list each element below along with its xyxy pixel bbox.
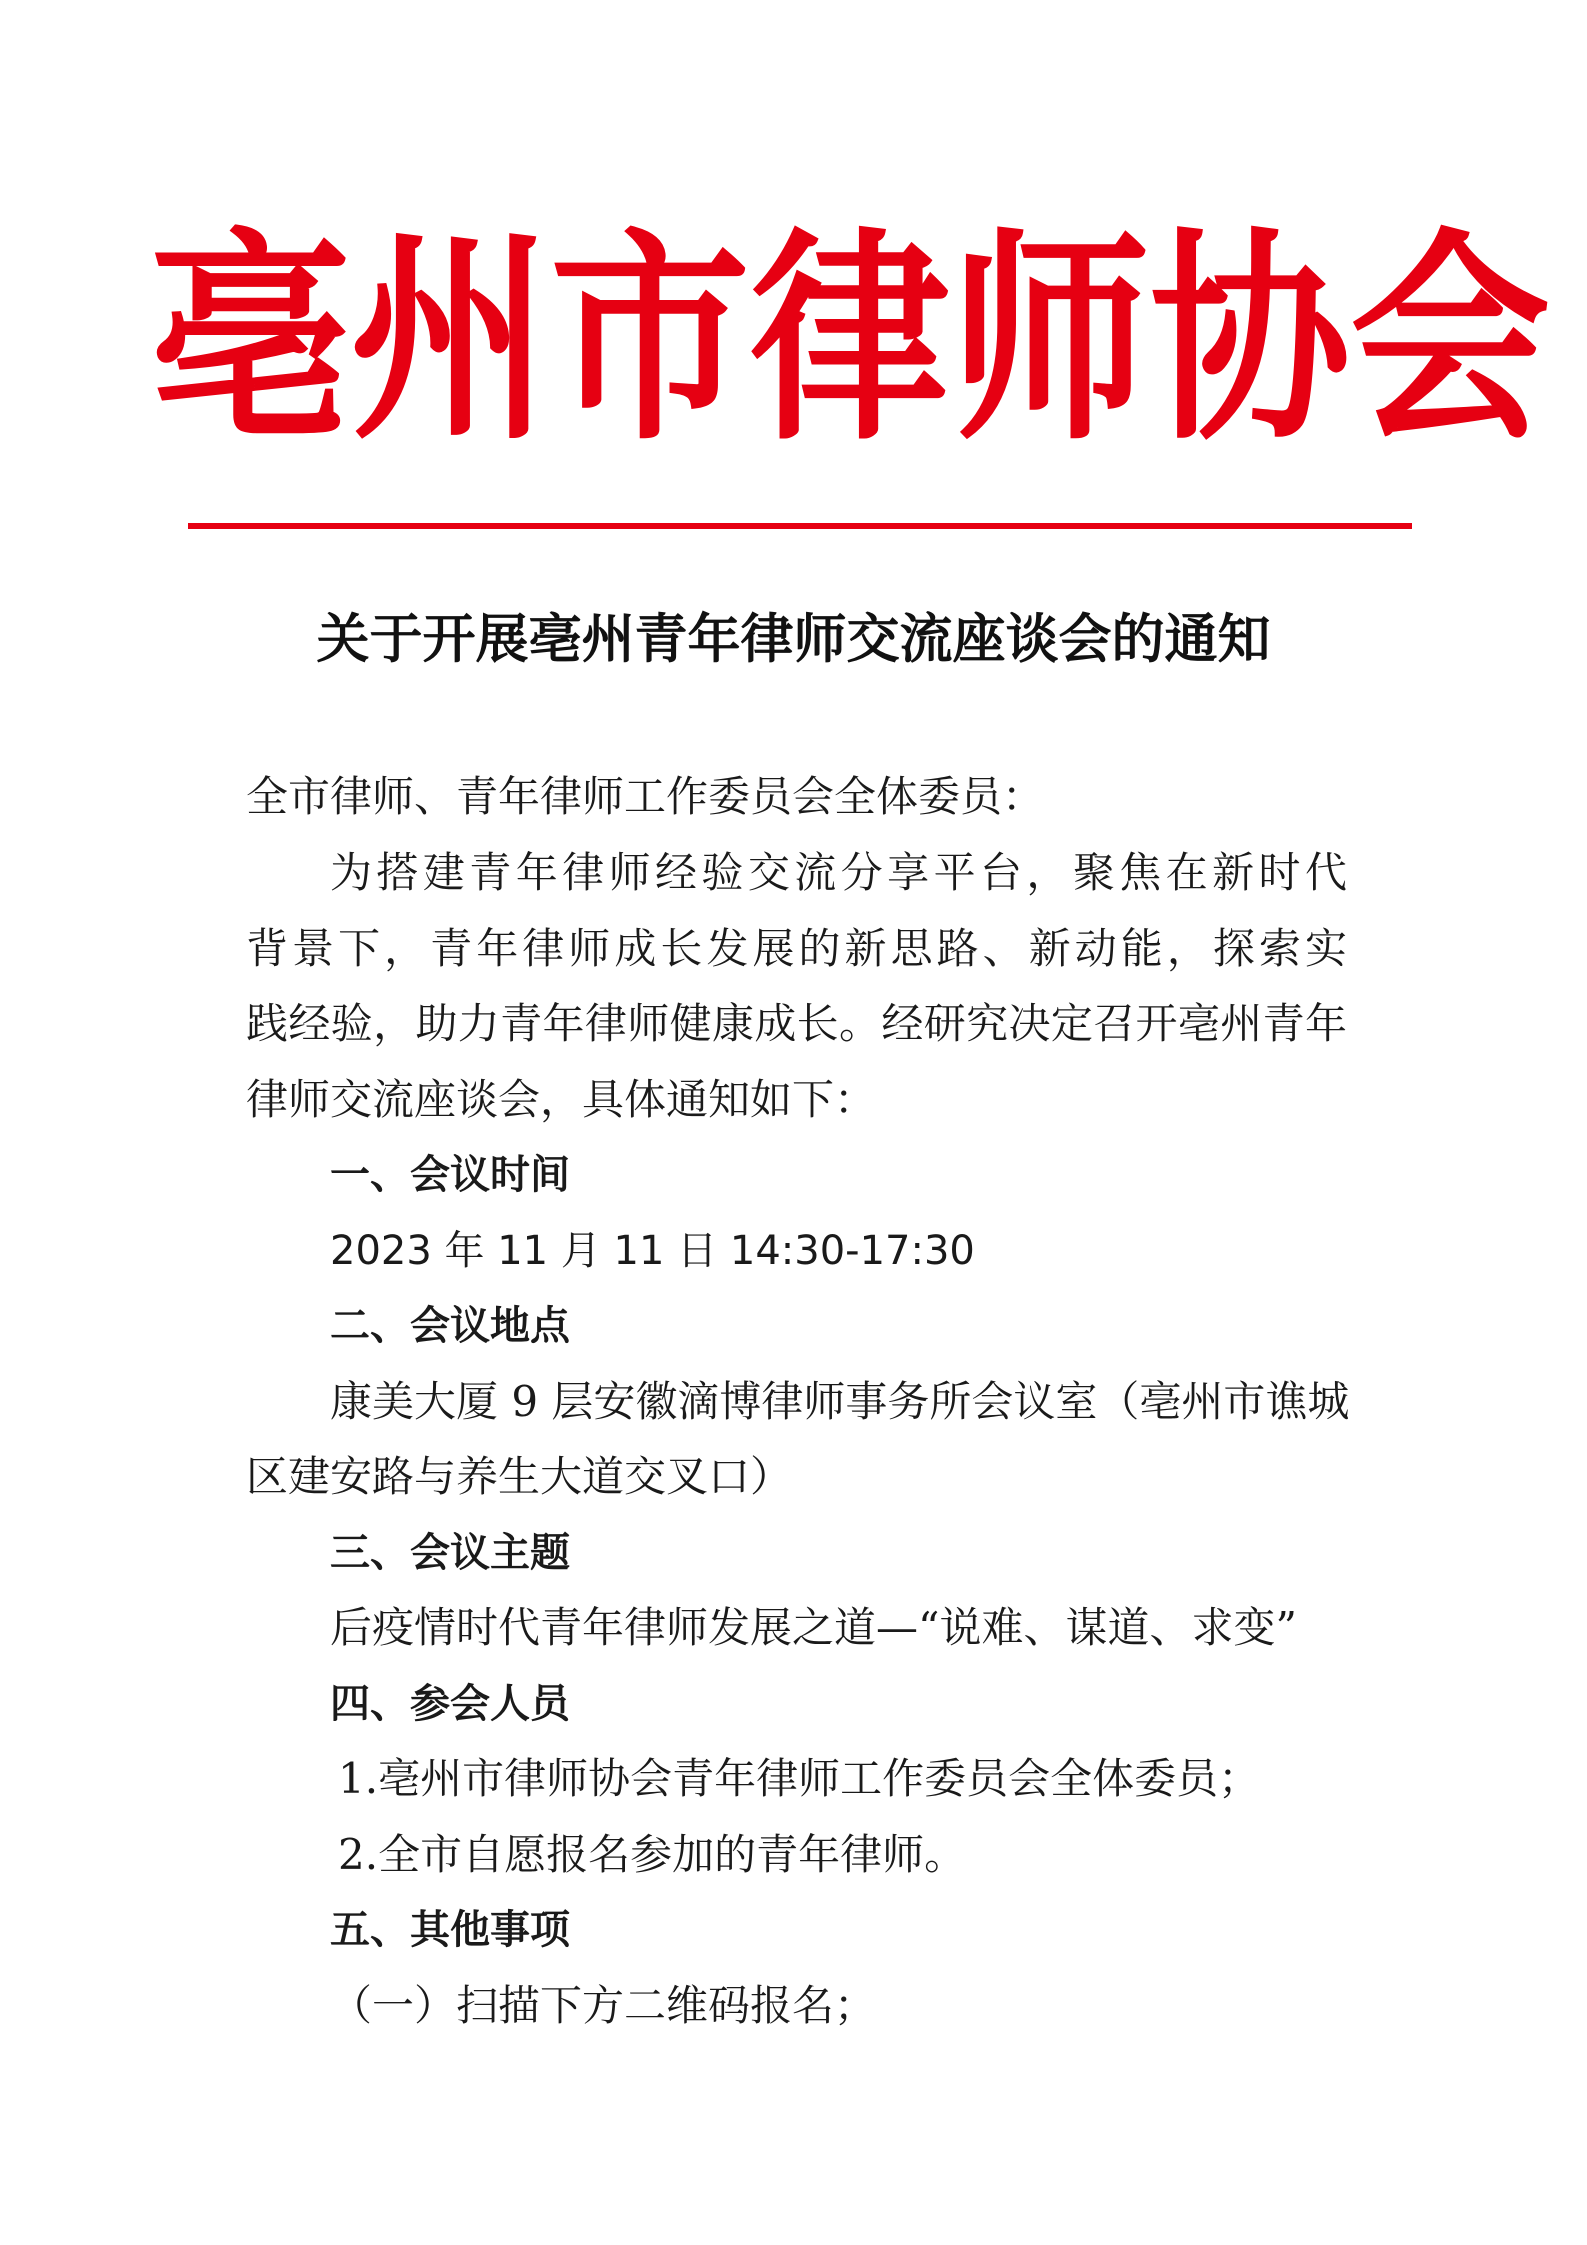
other-item: （一）扫描下方二维码报名； <box>330 1981 877 2030</box>
salutation: 全市律师、青年律师工作委员会全体委员： <box>246 772 1045 821</box>
meeting-time: 2023 年 11 月 11 日 14:30-17:30 <box>330 1228 975 1274</box>
section-heading-theme: 三、会议主题 <box>330 1530 570 1576</box>
intro-line: 背景下，青年律师成长发展的新思路、新动能，探索实 <box>246 924 1347 973</box>
masthead-char: 师 <box>950 207 1151 472</box>
intro-line: 践经验，助力青年律师健康成长。经研究决定召开亳州青年 <box>246 999 1347 1048</box>
association-masthead <box>150 207 1551 472</box>
masthead-char: 州 <box>350 207 551 472</box>
meeting-location-line: 康美大厦 9 层安徽滴博律师事务所会议室（亳州市谯城 <box>330 1377 1350 1426</box>
participant-item: 1.亳州市律师协会青年律师工作委员会全体委员； <box>338 1754 1261 1803</box>
document-title: 关于开展亳州青年律师交流座谈会的通知 <box>316 608 1271 670</box>
participant-item: 2.全市自愿报名参加的青年律师。 <box>338 1830 967 1879</box>
section-heading-participants: 四、参会人员 <box>330 1681 570 1727</box>
masthead-divider <box>188 523 1412 529</box>
masthead-char: 律 <box>750 207 951 472</box>
intro-line: 律师交流座谈会，具体通知如下： <box>246 1075 877 1124</box>
meeting-theme: 后疫情时代青年律师发展之道—“说难、谋道、求变” <box>330 1603 1297 1652</box>
masthead-char: 协 <box>1150 207 1351 472</box>
intro-line: 为搭建青年律师经验交流分享平台，聚焦在新时代 <box>330 848 1347 897</box>
meeting-location-line: 区建安路与养生大道交叉口） <box>246 1452 793 1501</box>
masthead-char: 会 <box>1350 207 1551 472</box>
section-heading-time: 一、会议时间 <box>330 1152 570 1198</box>
section-heading-location: 二、会议地点 <box>330 1303 570 1349</box>
section-heading-other: 五、其他事项 <box>330 1907 570 1953</box>
masthead-char: 亳 <box>150 207 351 472</box>
masthead-char: 市 <box>550 207 751 472</box>
